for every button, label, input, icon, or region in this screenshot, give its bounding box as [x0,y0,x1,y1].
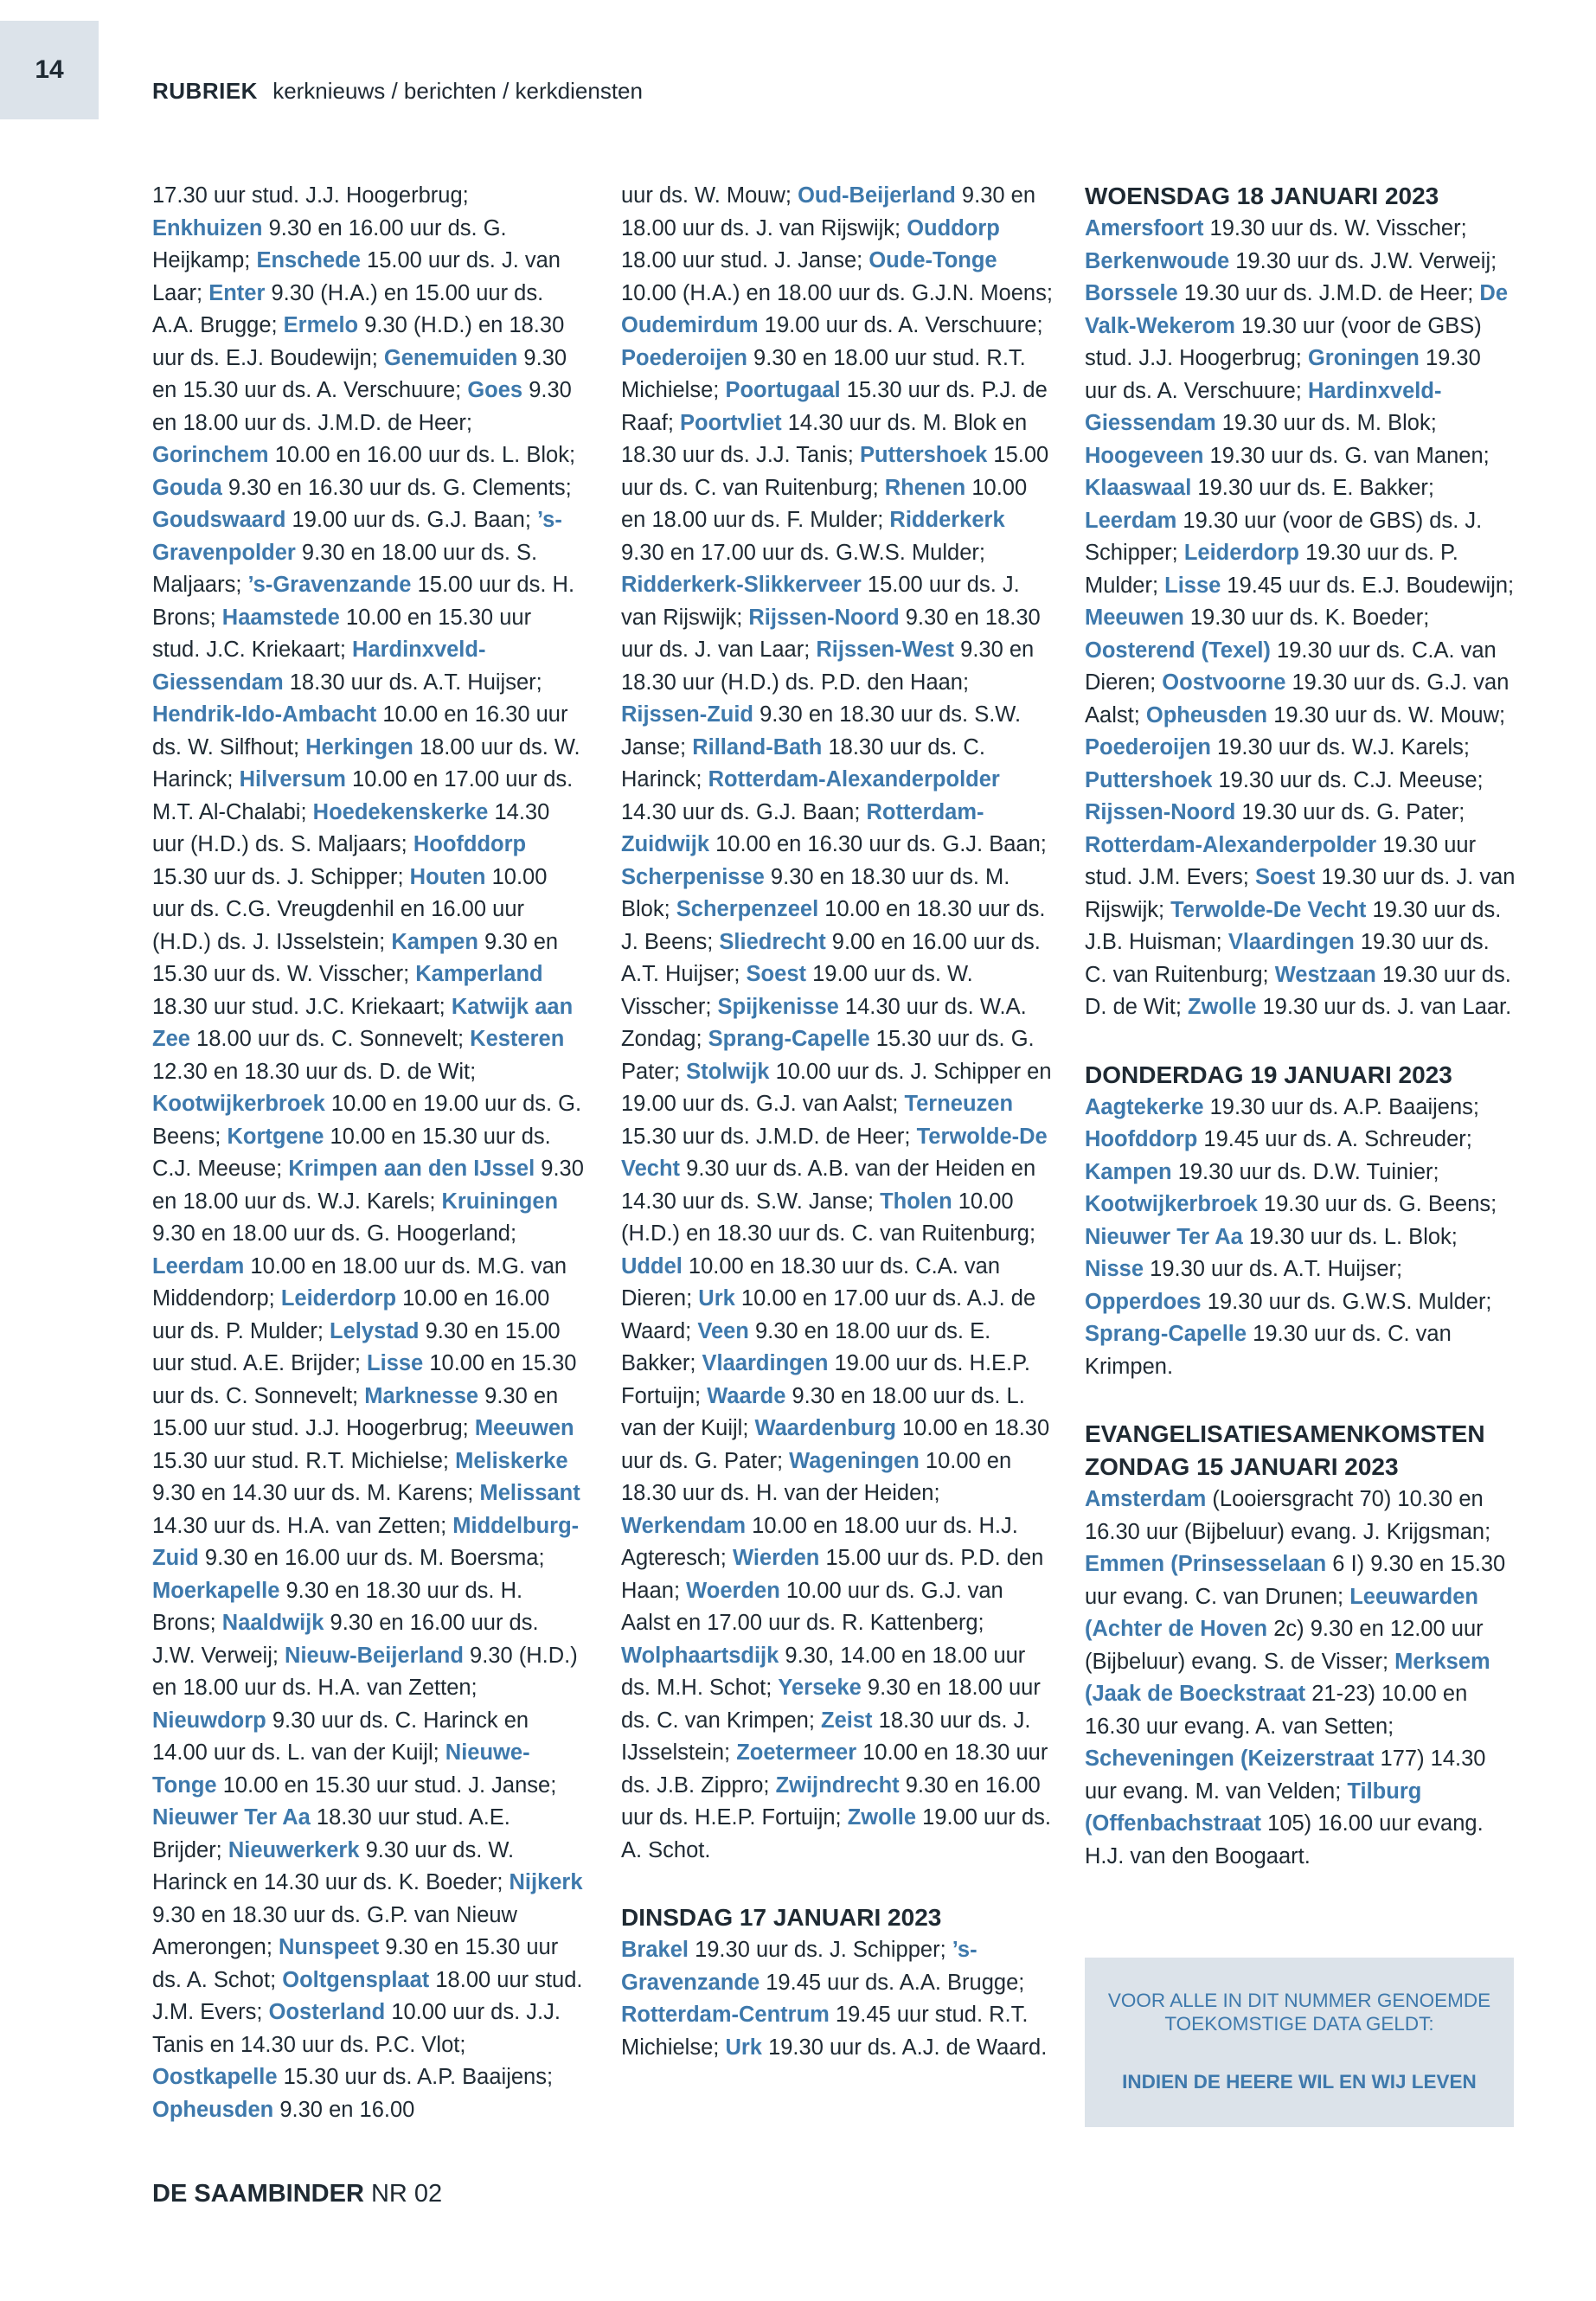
place-name: Poortugaal [725,378,841,402]
place-name: ’s-Gravenzande [247,573,412,597]
place-name: Marknesse [364,1383,479,1408]
place-name: Scheveningen (Keizerstraat [1085,1747,1375,1771]
place-name: Poortvliet [680,410,782,435]
place-name: Groningen [1307,346,1420,370]
place-name: Kesteren [470,1027,565,1051]
place-name: Rotterdam-Alexanderpolder [1085,832,1377,857]
evangelisatie-date-heading: ZONDAG 15 JANUARI 2023 [1085,1453,1399,1480]
place-name: Hendrik-Ido-Ambacht [152,702,377,727]
place-name: Katwijk aan Zee [152,994,574,1051]
place-name: Naaldwijk [221,1611,324,1635]
notice-box [1085,1958,1514,2127]
place-name: Kootwijkerbroek [1085,1192,1258,1216]
place-name: Nieuw-Beijerland [285,1643,464,1668]
donderdag-heading: DONDERDAG 19 JANUARI 2023 [1085,1061,1452,1088]
place-name: Goes [467,378,523,402]
place-name: Enschede [256,248,361,272]
place-name: Meeuwen [474,1416,574,1440]
place-name: Enkhuizen [152,215,263,240]
place-name: Middelburg-Zuid [152,1513,580,1570]
place-name: Opheusden [1145,702,1268,727]
place-name: Nijkerk [509,1870,583,1894]
column-1 [152,180,585,2126]
evangelisatie-heading: EVANGELISATIESAMENKOMSTEN [1085,1420,1485,1447]
place-name: Krimpen aan den IJssel [288,1157,535,1181]
place-name: Yerseke [778,1676,862,1700]
column-3 [1085,180,1517,1873]
place-name: Ridderkerk-Slikkerveer [621,573,862,597]
place-name: Poederoijen [621,345,747,370]
place-name: Klaaswaal [1085,476,1192,500]
place-name: Zwolle [847,1805,917,1830]
place-name: Spijkenisse [717,994,839,1019]
place-name: Lisse [1164,573,1221,598]
place-name: Meliskerke [455,1448,568,1473]
place-name: Nisse [1085,1257,1144,1281]
dinsdag-services: Brakel 19.30 uur ds. J. Schipper; ’s-Gravenzande 19.45 uur ds. A.A. Brugge; Rotterdam-Centrum 19.45 uur stud. R.T. Michielse; Urk 19.30 uur ds. A.J. de Waard. [621,1938,1048,2060]
place-name: Vlaardingen [702,1351,829,1375]
place-name: Westzaan [1274,962,1376,987]
place-name: Uddel [621,1253,683,1279]
page-number: 14 [35,55,64,84]
place-name: Hoofddorp [413,832,527,856]
place-name: Melissant [479,1481,580,1505]
church-services-text: 17.30 uur stud. J.J. Hoogerbrug; Enkhuizen 9.30 en 16.00 uur ds. G. Heijkamp; Enschede 15.00 uur ds. J. van Laar; Enter 9.30 (H.A.) en 15.00 uur ds. A.A. Brugge; Ermelo 9.30 (H.D.) en 18.30 uur ds. E.J. Boudewijn; Genemuiden 9.30 en 15.30 uur ds. A. Verschuure; Goes 9.30 en 18.00 uur ds. J.M.D. de Heer; Gorinchem 10.00 en 16.00 uur ds. L. Blok; Gouda 9.30 en 16.30 uur ds. G. Clements; Goudswaard 19.00 uur ds. G.J. Baan; ’s-Gravenpolder 9.30 en 18.00 uur ds. S. Maljaars; ’s-Gravenzande 15.00 uur ds. H. Brons; Haamstede 10.00 en 15.30 uur stud. J.C. Kriekaart; Hardinxveld-Giessendam 18.30 uur ds. A.T. Huijser; Hendrik-Ido-Ambacht 10.00 en 16.30 uur ds. W. Silfhout; Herkingen 18.00 uur ds. W. Harinck; Hilversum 10.00 en 17.00 uur ds. M.T. Al-Chalabi; Hoedekenskerke 14.30 uur (H.D.) ds. S. Maljaars; Hoofddorp 15.30 uur ds. J. Schipper; Houten 10.00 uur ds. C.G. Vreugdenhil en 16.00 uur (H.D.) ds. J. IJsselstein; Kampen 9.30 en 15.30 uur ds. W. Visscher; Kamperland 18.30 uur stud. J.C. Kriekaart; Katwijk aan Zee 18.00 uur ds. C. Sonnevelt; Kesteren 12.30 en 18.30 uur ds. D. de Wit; Kootwijkerbroek 10.00 en 19.00 uur ds. G. Beens; Kortgene 10.00 en 15.30 uur ds. C.J. Meeuse; Krimpen aan den IJssel 9.30 en 18.00 uur ds. W.J. Karels; Kruiningen 9.30 en 18.00 uur ds. G. Hoogerland; Leerdam 10.00 en 18.00 uur ds. M.G. van Middendorp; Leiderdorp 10.00 en 16.00 uur ds. P. Mulder; Lelystad 9.30 en 15.00 uur stud. A.E. Brijder; Lisse 10.00 en 15.30 uur ds. C. Sonnevelt; Marknesse 9.30 en 15.00 uur stud. J.J. Hoogerbrug; Meeuwen 15.30 uur stud. R.T. Michielse; Meliskerke 9.30 en 14.30 uur ds. M. Karens; Melissant 14.30 uur ds. H.A. van Zetten; Middelburg-Zuid 9.30 en 16.00 uur ds. M. Boersma; Moerkapelle 9.30 en 18.30 uur ds. H. Brons; Naaldwijk 9.30 en 16.00 uur ds. J.W. Verweij; Nieuw-Beijerland 9.30 (H.D.) en 18.00 uur ds. H.A. van Zetten; Nieuwdorp 9.30 uur ds. C. Harinck en 14.00 uur ds. L. van der Kuijl; Nieuwe-Tonge 10.00 en 15.30 uur stud. J. Janse; Nieuwer Ter Aa 18.30 uur stud. A.E. Brijder; Nieuwerkerk 9.30 uur ds. W. Harinck en 14.30 uur ds. K. Boeder; Nijkerk 9.30 en 18.30 uur ds. G.P. van Nieuw Amerongen; Nunspeet 9.30 en 15.30 uur ds. A. Schot; Ooltgensplaat 18.00 uur stud. J.M. Evers; Oosterland 10.00 uur ds. J.J. Tanis en 14.30 uur ds. P.C. Vlot; Oostkapelle 15.30 uur ds. A.P. Baaijens; Opheusden 9.30 en 16.00 [152,183,584,2122]
dinsdag-heading: DINSDAG 17 JANUARI 2023 [621,1904,942,1931]
place-name: Amersfoort [1085,216,1204,240]
place-name: Houten [409,864,486,889]
place-name: Rijssen-Noord [1085,800,1236,824]
place-name: Kortgene [227,1124,324,1149]
place-name: Rotterdam-Centrum [621,2003,830,2027]
place-name: Oostkapelle [152,2065,278,2089]
header-rubriek: RUBRIEK [152,78,258,104]
place-name: Leerdam [152,1253,245,1279]
place-name: Ouddorp [907,215,1000,240]
place-name: Oud-Beijerland [798,183,956,208]
place-name: Sliedrecht [719,929,826,954]
place-name: Wageningen [789,1448,920,1473]
place-name: Leeuwarden (Achter de Hoven [1085,1584,1478,1641]
place-name: Berkenwoude [1085,248,1230,273]
place-name: Poederoijen [1085,735,1211,760]
place-name: Sprang-Capelle [708,1027,870,1051]
place-name: Wierden [732,1546,820,1570]
place-name: Nieuwer Ter Aa [152,1805,311,1830]
place-name: Hoogeveen [1085,443,1204,468]
place-name: Kampen [1085,1159,1172,1184]
place-name: Kootwijkerbroek [152,1092,325,1116]
place-name: Woerden [686,1578,780,1603]
place-name: Zeist [821,1708,873,1733]
place-name: Nieuwerkerk [228,1837,360,1862]
place-name: Rotterdam-Alexanderpolder [708,767,1000,792]
place-name: Waardenburg [754,1416,896,1440]
place-name: Soest [746,962,806,986]
place-name: Nieuwer Ter Aa [1085,1224,1243,1249]
column-2 [621,180,1054,2064]
place-name: Vlaardingen [1227,930,1355,954]
place-name: Leiderdorp [280,1286,397,1311]
place-name: Rijssen-West [816,638,955,662]
place-name: Herkingen [305,734,413,760]
place-name: Leiderdorp [1183,541,1299,565]
notice-line-2: INDIEN DE HEERE WIL EN WIJ LEVEN [1122,2071,1477,2093]
place-name: ’s-Gravenzande [621,1938,977,1995]
place-name: Rilland-Bath [692,734,823,760]
place-name: Urk [698,1286,735,1311]
place-name: Kampen [391,929,478,954]
place-name: Goudswaard [152,508,286,532]
place-name: Ooltgensplaat [282,1967,430,1992]
place-name: Veen [697,1318,749,1343]
evangelisatie-services: Amsterdam (Looiersgracht 70) 10.30 en 16.30 uur (Bijbeluur) evang. J. Krijgsman; Emmen (Prinsesselaan 6 I) 9.30 en 15.30 uur evang. C. van Drunen; Leeuwarden (Achter de Hoven 2c) 9.30 en 12.00 uur (Bijbeluur) evang. S. de Visser; Merksem (Jaak de Boeckstraat 21-23) 10.00 en 16.30 uur evang. A. van Setten; Scheveningen (Keizerstraat 177) 14.30 uur evang. M. van Velden; Tilburg (Offenbachstraat 105) 16.00 uur evang. H.J. van den Boogaart. [1085,1487,1506,1868]
place-name: Rijssen-Zuid [621,702,754,727]
place-name: Brakel [621,1938,689,1962]
place-name: Stolwijk [686,1059,770,1084]
place-name: Zwolle [1188,995,1257,1019]
place-name: Rijssen-Noord [748,605,900,630]
place-name: Opheusden [152,2097,274,2122]
place-name: Leerdam [1085,508,1177,533]
place-name: Oosterend (Texel) [1085,638,1271,663]
place-name: Oosterland [268,2000,386,2024]
place-name: Hoofddorp [1085,1127,1198,1151]
place-name: Zwijndrecht [775,1772,900,1798]
place-name: Haamstede [221,605,340,630]
place-name: Tholen [880,1189,952,1214]
place-name: Oudemirdum [621,313,759,337]
footer [152,2180,442,2208]
place-name: Lelystad [330,1318,420,1343]
footer-issue: NR 02 [370,2180,443,2208]
place-name: Puttershoek [859,443,988,467]
place-name: Opperdoes [1085,1289,1202,1314]
place-name: Ermelo [283,313,359,337]
woensdag-services: Amersfoort 19.30 uur ds. W. Visscher; Berkenwoude 19.30 uur ds. J.W. Verweij; Borssele 19.30 uur ds. J.M.D. de Heer; De Valk-Wekerom 19.30 uur (voor de GBS) stud. J.J. Hoogerbrug; Groningen 19.30 uur ds. A. Verschuure; Hardinxveld-Giessendam 19.30 uur ds. M. Blok; Hoogeveen 19.30 uur ds. G. van Manen; Klaaswaal 19.30 uur ds. E. Bakker; Leerdam 19.30 uur (voor de GBS) ds. J. Schipper; Leiderdorp 19.30 uur ds. P. Mulder; Lisse 19.45 uur ds. E.J. Boudewijn; Meeuwen 19.30 uur ds. K. Boeder; Oosterend (Texel) 19.30 uur ds. C.A. van Dieren; Oostvoorne 19.30 uur ds. G.J. van Aalst; Opheusden 19.30 uur ds. W. Mouw; Poederoijen 19.30 uur ds. W.J. Karels; Puttershoek 19.30 uur ds. C.J. Meeuse; Rijssen-Noord 19.30 uur ds. G. Pater; Rotterdam-Alexanderpolder 19.30 uur stud. J.M. Evers; Soest 19.30 uur ds. J. van Rijswijk; Terwolde-De Vecht 19.30 uur ds. J.B. Huisman; Vlaardingen 19.30 uur ds. C. van Ruitenburg; Westzaan 19.30 uur ds. D. de Wit; Zwolle 19.30 uur ds. J. van Laar. [1085,216,1516,1019]
section-header [152,78,643,105]
place-name: Terwolde-De Vecht [1170,897,1367,922]
church-services-text: uur ds. W. Mouw; Oud-Beijerland 9.30 en 18.00 uur ds. J. van Rijswijk; Ouddorp 18.00 uur stud. J. Janse; Oude-Tonge 10.00 (H.A.) en 18.00 uur ds. G.J.N. Moens; Oudemirdum 19.00 uur ds. A. Verschuure; Poederoijen 9.30 en 18.00 uur stud. R.T. Michielse; Poortugaal 15.30 uur ds. P.J. de Raaf; Poortvliet 14.30 uur ds. M. Blok en 18.30 uur ds. J.J. Tanis; Puttershoek 15.00 uur ds. C. van Ruitenburg; Rhenen 10.00 en 18.00 uur ds. F. Mulder; Ridderkerk 9.30 en 17.00 uur ds. G.W.S. Mulder; Ridderkerk-Slikkerveer 15.00 uur ds. J. van Rijswijk; Rijssen-Noord 9.30 en 18.30 uur ds. J. van Laar; Rijssen-West 9.30 en 18.30 uur (H.D.) ds. P.D. den Haan; Rijssen-Zuid 9.30 en 18.30 uur ds. S.W. Janse; Rilland-Bath 18.30 uur ds. C. Harinck; Rotterdam-Alexanderpolder 14.30 uur ds. G.J. Baan; Rotterdam-Zuidwijk 10.00 en 16.30 uur ds. G.J. Baan; Scherpenisse 9.30 en 18.30 uur ds. M. Blok; Scherpenzeel 10.00 en 18.30 uur ds. J. Beens; Sliedrecht 9.00 en 16.00 uur ds. A.T. Huijser; Soest 19.00 uur ds. W. Visscher; Spijkenisse 14.30 uur ds. W.A. Zondag; Sprang-Capelle 15.30 uur ds. G. Pater; Stolwijk 10.00 uur ds. J. Schipper en 19.00 uur ds. G.J. van Aalst; Terneuzen 15.30 uur ds. J.M.D. de Heer; Terwolde-De Vecht 9.30 uur ds. A.B. van der Heiden en 14.30 uur ds. S.W. Janse; Tholen 10.00 (H.D.) en 18.30 uur ds. C. van Ruitenburg; Uddel 10.00 en 18.30 uur ds. C.A. van Dieren; Urk 10.00 en 17.00 uur ds. A.J. de Waard; Veen 9.30 en 18.00 uur ds. E. Bakker; Vlaardingen 19.00 uur ds. H.E.P. Fortuijn; Waarde 9.30 en 18.00 uur ds. L. van der Kuijl; Waardenburg 10.00 en 18.30 uur ds. G. Pater; Wageningen 10.00 en 18.30 uur ds. H. van der Heiden; Werkendam 10.00 en 18.00 uur ds. H.J. Agteresch; Wierden 15.00 uur ds. P.D. den Haan; Woerden 10.00 uur ds. G.J. van Aalst en 17.00 uur ds. R. Kattenberg; Wolphaartsdijk 9.30, 14.00 en 18.00 uur ds. M.H. Schot; Yerseke 9.30 en 18.00 uur ds. C. van Krimpen; Zeist 18.30 uur ds. J. IJsselstein; Zoetermeer 10.00 en 18.30 uur ds. J.B. Zippro; Zwijndrecht 9.30 en 16.00 uur ds. H.E.P. Fortuijn; Zwolle 19.00 uur ds. A. Schot. [621,183,1053,1862]
place-name: Hardinxveld-Giessendam [1085,378,1442,435]
place-name: Aagtekerke [1085,1094,1204,1119]
header-subtitle: kerknieuws / berichten / kerkdiensten [272,78,643,104]
donderdag-services: Aagtekerke 19.30 uur ds. A.P. Baaijens; Hoofddorp 19.45 uur ds. A. Schreuder; Kampen 19.30 uur ds. D.W. Tuinier; Kootwijkerbroek 19.30 uur ds. G. Beens; Nieuwer Ter Aa 19.30 uur ds. L. Blok; Nisse 19.30 uur ds. A.T. Huijser; Opperdoes 19.30 uur ds. G.W.S. Mulder; Sprang-Capelle 19.30 uur ds. C. van Krimpen. [1085,1094,1497,1379]
place-name: Genemuiden [383,345,518,370]
place-name: Rotterdam-Zuidwijk [621,799,984,856]
place-name: Scherpenzeel [676,897,819,921]
place-name: Lisse [367,1351,424,1375]
place-name: De Valk-Wekerom [1085,281,1509,338]
place-name: Emmen (Prinsesselaan [1085,1552,1327,1576]
place-name: Hardinxveld-Giessendam [152,638,486,695]
place-name: Ridderkerk [889,508,1005,532]
place-name: Enter [208,280,266,305]
place-name: Scherpenisse [621,864,765,889]
place-name: Kruiningen [441,1189,559,1214]
place-name: Nieuwe-Tonge [152,1740,530,1798]
place-name: Puttershoek [1085,767,1213,792]
place-name: Urk [725,2035,762,2060]
place-name: Borssele [1085,281,1178,305]
place-name: Merksem (Jaak de Boeckstraat [1085,1649,1490,1706]
place-name: Sprang-Capelle [1085,1322,1247,1346]
footer-title: DE SAAMBINDER [152,2180,364,2208]
place-name: ’s-Gravenpolder [152,508,562,565]
place-name: Terneuzen [904,1092,1014,1116]
place-name: Hilversum [239,767,346,792]
place-name: Wolphaartsdijk [621,1643,779,1668]
place-name: Soest [1254,865,1316,889]
place-name: Hoedekenskerke [312,799,489,824]
place-name: Terwolde-De Vecht [621,1124,1048,1181]
place-name: Gorinchem [152,443,269,467]
place-name: Zoetermeer [736,1740,857,1765]
place-name: Meeuwen [1085,606,1184,630]
place-name: Gouda [152,475,222,500]
place-name: Rhenen [884,475,966,500]
place-name: Waarde [707,1383,786,1408]
place-name: Moerkapelle [152,1578,280,1603]
place-name: Oude-Tonge [869,248,997,272]
woensdag-heading: WOENSDAG 18 JANUARI 2023 [1085,183,1439,209]
place-name: Tilburg (Offenbachstraat [1085,1779,1422,1836]
place-name: Kamperland [415,962,543,986]
place-name: Nieuwdorp [152,1708,266,1733]
place-name: Werkendam [621,1513,747,1538]
place-name: Amsterdam [1085,1487,1207,1511]
place-name: Nunspeet [279,1935,380,1959]
page-number-box [0,21,99,119]
place-name: Oostvoorne [1162,670,1286,695]
notice-line-1: VOOR ALLE IN DIT NUMMER GENOEMDE TOEKOMSTIGE DATA GELDT: [1107,1990,1491,2035]
